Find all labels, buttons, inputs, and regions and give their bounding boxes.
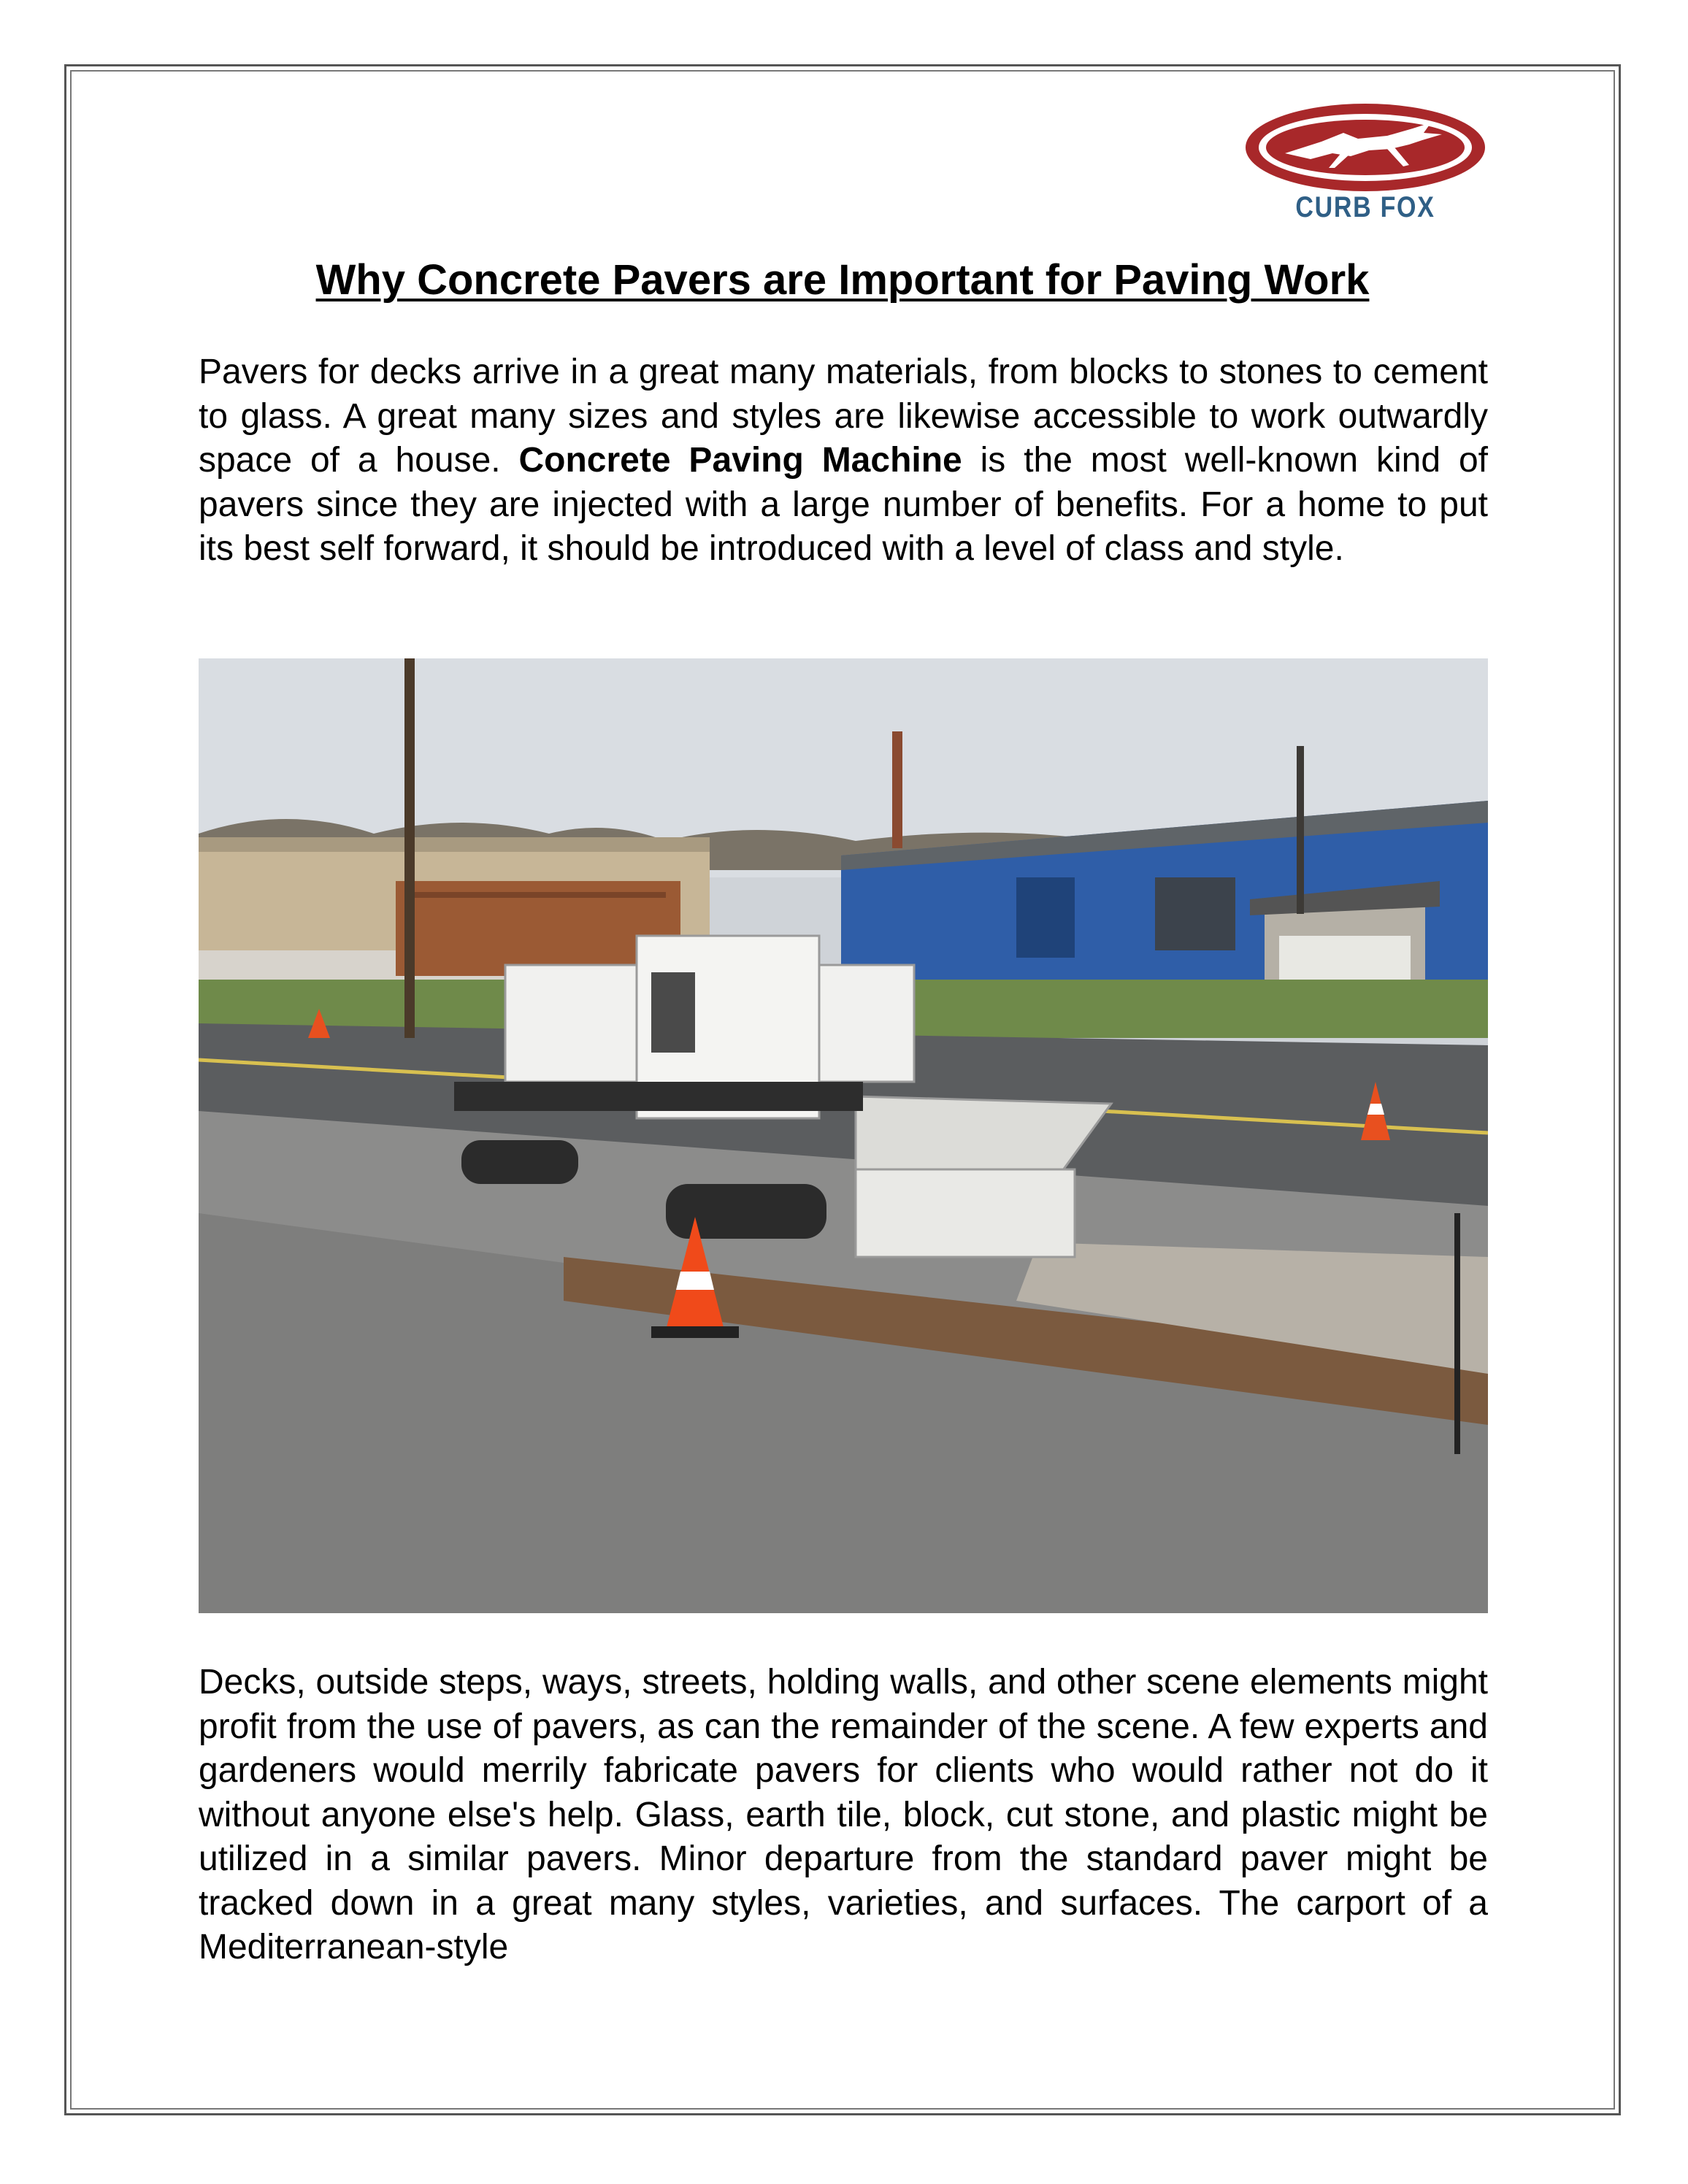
- intro-text-start: Pavers for decks arrive in a great many materials, from blocks to stones to cement to glass. A great many sizes and styles are likewise accessible to work outwardly space of a house.: [199, 353, 1488, 480]
- intro-paragraph: [199, 350, 1488, 572]
- body-paragraph: Decks, outside steps, ways, streets, holding walls, and other scene elements might profit from the use of pavers, as can the remainder of the scene. A few experts and gardeners would merrily fabricate pavers for clients who would rather not do it without anyone else's help. Glass, earth tile, block, cut stone, and plastic might be utilized in a similar pavers. Minor departure from the standard paver might be tracked down in a great many styles, varieties, and surfaces. The carport of a Mediterranean-style: [199, 1663, 1488, 1966]
- curb-paving-machine-photo-icon: [199, 658, 1488, 1613]
- page-title: Why Concrete Pavers are Important for Paving Work: [315, 256, 1370, 304]
- intro-text-end: is the most well-known kind of pavers since they are injected with a large number of benefits. For a home to put its best self forward, it should be introduced with a level of class and style.: [199, 441, 1488, 568]
- paving-machine-photo: [199, 658, 1488, 1613]
- concrete-paving-machine-link: Concrete Paving Machine: [518, 441, 962, 480]
- logo-text: CURB FOX: [1295, 191, 1435, 223]
